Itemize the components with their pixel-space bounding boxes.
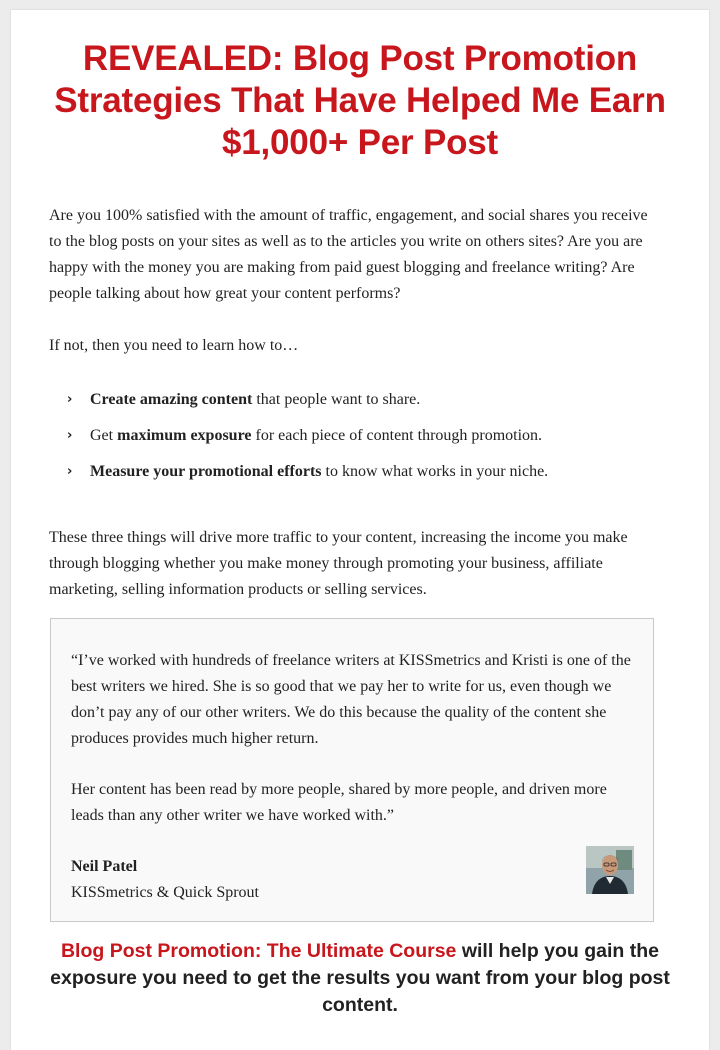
list-item: › Get maximum exposure for each piece of content through promotion.	[49, 423, 659, 459]
quote-paragraph: “I’ve worked with hundreds of freelance writers at KISSmetrics and Kristi is one of the best writers we hired. She is so good that we pay her to write for us, even though we don’t pay any of our other writers. We do this because the quality of the content she produces provides much higher return.	[71, 652, 631, 747]
testimonial-author	[71, 854, 259, 906]
drive-paragraph: These three things will drive more traffic to your content, increasing the income you make through blogging whether you make money through promoting your business, affiliate marketing, selling information products or selling services.	[49, 529, 628, 598]
avatar-photo	[586, 846, 634, 894]
list-item: › Measure your promotional efforts to know what works in your niche.	[49, 459, 659, 495]
intro-paragraph: Are you 100% satisfied with the amount of traffic, engagement, and social shares you receive to the blog posts on your sites as well as to the articles you write on others sites? Are you are happy with the money you are making from paid guest blogging and freelance writing? Are people talking about how great your content performs?	[49, 207, 648, 302]
quote-paragraph: Her content has been read by more people, shared by more people, and driven more leads than any other writer we have worked with.”	[71, 781, 607, 824]
bullet-bold-text: maximum exposure	[117, 427, 252, 444]
list-item: › Create amazing content that people want to share.	[49, 387, 659, 423]
chevron-right-icon: ›	[67, 392, 73, 407]
course-name: Blog Post Promotion: The Ultimate Course	[60, 940, 457, 962]
author-company: KISSmetrics & Quick Sprout	[71, 884, 259, 901]
call-to-action	[41, 938, 679, 1019]
testimonial-quote	[71, 648, 637, 854]
chevron-right-icon: ›	[67, 428, 73, 443]
avatar	[586, 846, 634, 894]
chevron-right-icon: ›	[67, 464, 73, 479]
cta-text: will help you gain the exposure you need to get the results you want from your blog post content.	[50, 940, 670, 1016]
bullet-bold-text: Create amazing content	[90, 391, 253, 408]
bullet-bold-text: Measure your promotional efforts	[90, 463, 322, 480]
benefits-list	[49, 387, 659, 495]
sales-page	[11, 10, 709, 1050]
page-headline: REVEALED: Blog Post Promotion Strategies That Have Helped Me Earn $1,000+ Per Post	[54, 39, 666, 162]
testimonial-box	[50, 618, 654, 922]
if-not-paragraph: If not, then you need to learn how to…	[49, 337, 299, 354]
author-name: Neil Patel	[71, 858, 138, 875]
